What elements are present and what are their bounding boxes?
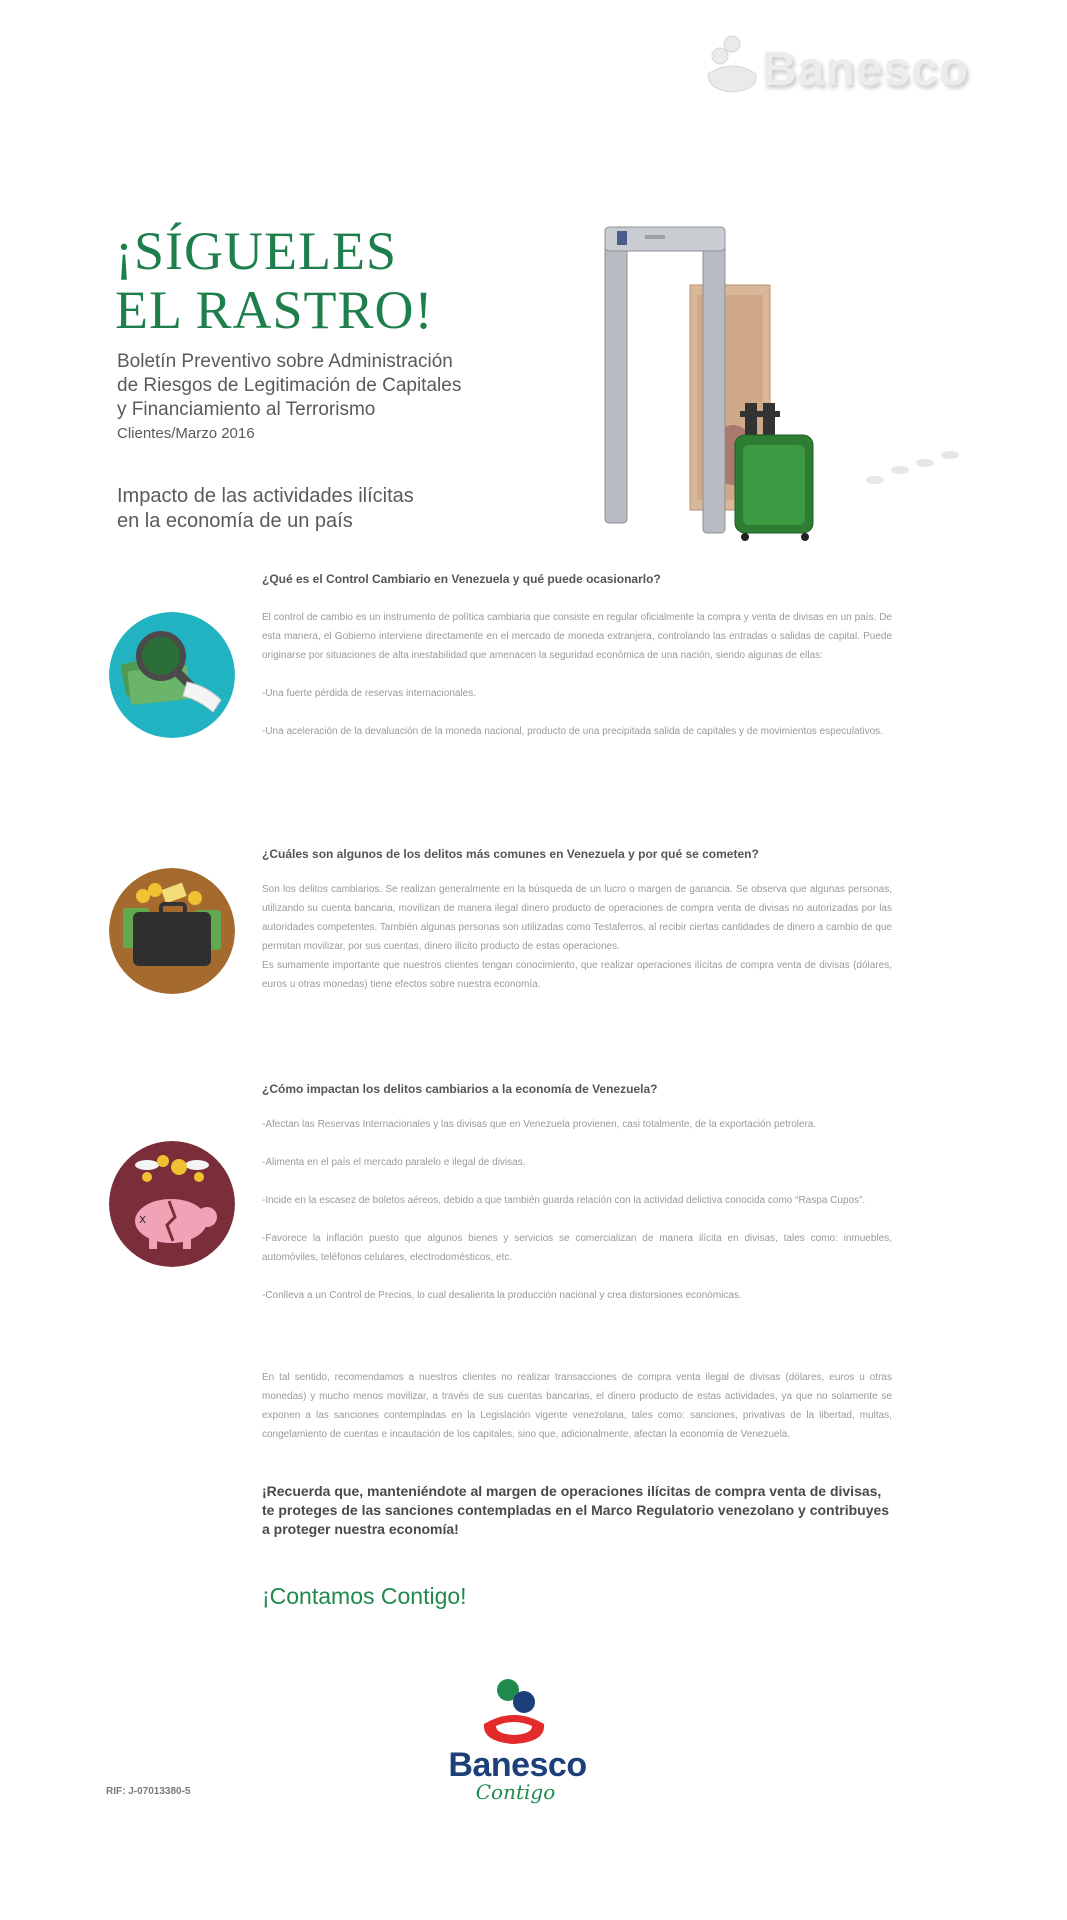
impact-heading [117,484,537,534]
bottom-logo-wordmark: Banesco [448,1746,587,1784]
bulletin-date: Clientes/Marzo 2016 [117,425,255,442]
section-3-paragraph-1: -Afectan las Reservas Internacionales y las divisas que en Venezuela provienen, casi totalmente, de la exportación petrolera. [262,1119,817,1130]
main-title-line-2: EL RASTRO! [115,280,434,341]
impact-heading-line-2: en la economía de un país [117,510,353,532]
impact-heading-line-1: Impacto de las actividades ilícitas [117,485,414,507]
section-3-body [262,1115,892,1305]
section-3-paragraph-2: -Alimenta en el país el mercado paralelo e ilegal de divisas. [262,1157,526,1168]
section-3-paragraph-5: -Conlleva a un Control de Precios, lo cual desalienta la producción nacional y crea distorsiones económicas. [262,1290,742,1301]
top-brand-logo [700,30,990,110]
main-title [115,222,535,341]
section-1-paragraph-3: -Una aceleración de la devaluación de la moneda nacional, producto de una precipitada salida de capitales y de movimientos especulativos. [262,726,883,737]
section-1-body [262,608,892,741]
closing-paragraph: En tal sentido, recomendamos a nuestros clientes no realizar transacciones de compra venta ilegal de divisas (dólares, euros u otras monedas) y mucho menos movilizar, a través de sus cuentas bancarias, el dinero producto de estas actividades, ya que no solamente se exponen a las sanciones contempladas en la Legislación vigente venezolana, tales como: sanciones, privativas de la libertad, multas, congelamiento de cuentas e incautación de los capitales, sino que, adicionalmente, afectan la economía de Venezuela. [262,1372,892,1440]
closing-block [262,1368,892,1444]
subtitle-line-2: de Riesgos de Legitimación de Capitales [117,375,462,396]
bottom-logo-tagline: Contigo [475,1780,556,1804]
svg-text:x: x [139,1212,147,1226]
subtitle-line-3: y Financiamiento al Terrorismo [117,399,376,420]
subtitle-line-1: Boletín Preventivo sobre Administración [117,351,453,372]
security-arch-illustration [585,225,985,545]
magnifier-money-icon [109,612,235,738]
section-2-question: ¿Cuáles son algunos de los delitos más comunes en Venezuela y por qué se cometen? [262,847,759,861]
rif-number: RIF: J-07013380-5 [106,1786,191,1797]
section-3-paragraph-3: -Incide en la escasez de boletos aéreos, debido a que también guarda relación con la actividad delictiva conocida como “Raspa Cupos”. [262,1195,866,1206]
section-1-paragraph-2: -Una fuerte pérdida de reservas internacionales. [262,688,477,699]
section-1-question: ¿Qué es el Control Cambiario en Venezuela y qué puede ocasionarlo? [262,572,661,586]
section-3-question: ¿Cómo impactan los delitos cambiarios a la economía de Venezuela? [262,1082,658,1096]
section-2-body [262,880,892,994]
broken-piggy-bank-icon [109,1141,235,1267]
reminder-statement: ¡Recuerda que, manteniéndote al margen de operaciones ilícitas de compra venta de divisas, te proteges de las sanciones contempladas en el Marco Regulatorio venezolano y contribuyes a proteger nuestra economía! [262,1483,890,1537]
main-title-line-1: ¡SÍGUELES [115,221,397,281]
section-2-paragraph-2: Es sumamente importante que nuestros clientes tengan conocimiento, que realizar operaciones ilícitas de compra venta de divisas (dólares, euros u otras monedas) tiene efectos sobre nuestra economía. [262,960,892,990]
briefcase-money-icon [109,868,235,994]
top-brand-wordmark: Banesco [762,43,970,96]
section-2-paragraph-1: Son los delitos cambiarios. Se realizan generalmente en la búsqueda de un lucro o margen de ganancia. Se observa que algunas personas, utilizando su cuenta bancaria, movilizan de manera ilegal dinero producto de operaciones de compra venta de divisas no autorizadas por las autoridades competentes. También algunas personas son utilizadas como Testaferros, al recibir ciertas cantidades de dinero a cambio de que permitan movilizar, por sus cuentas, dinero ilícito producto de estas operaciones. [262,884,892,952]
bulletin-subtitle [117,350,537,422]
section-1-paragraph-1: El control de cambio es un instrumento de política cambiaria que consiste en regular oficialmente la compra y venta de divisas en un país. De esta manera, el Gobierno interviene directamente en el mercado de moneda extranjera, controlando las entradas o salidas de capital. Puede originarse por situaciones de alta inestabilidad que amenacen la seguridad económica de una nación, siendo algunas de ellas: [262,612,892,661]
section-3-paragraph-4: -Favorece la inflación puesto que algunos bienes y servicios se comercializan de manera ilícita en divisas, tales como: inmuebles, automóviles, teléfonos celulares, electrodomésticos, etc. [262,1233,892,1263]
banesco-contigo-logo [428,1672,603,1812]
slogan: ¡Contamos Contigo! [262,1583,467,1609]
